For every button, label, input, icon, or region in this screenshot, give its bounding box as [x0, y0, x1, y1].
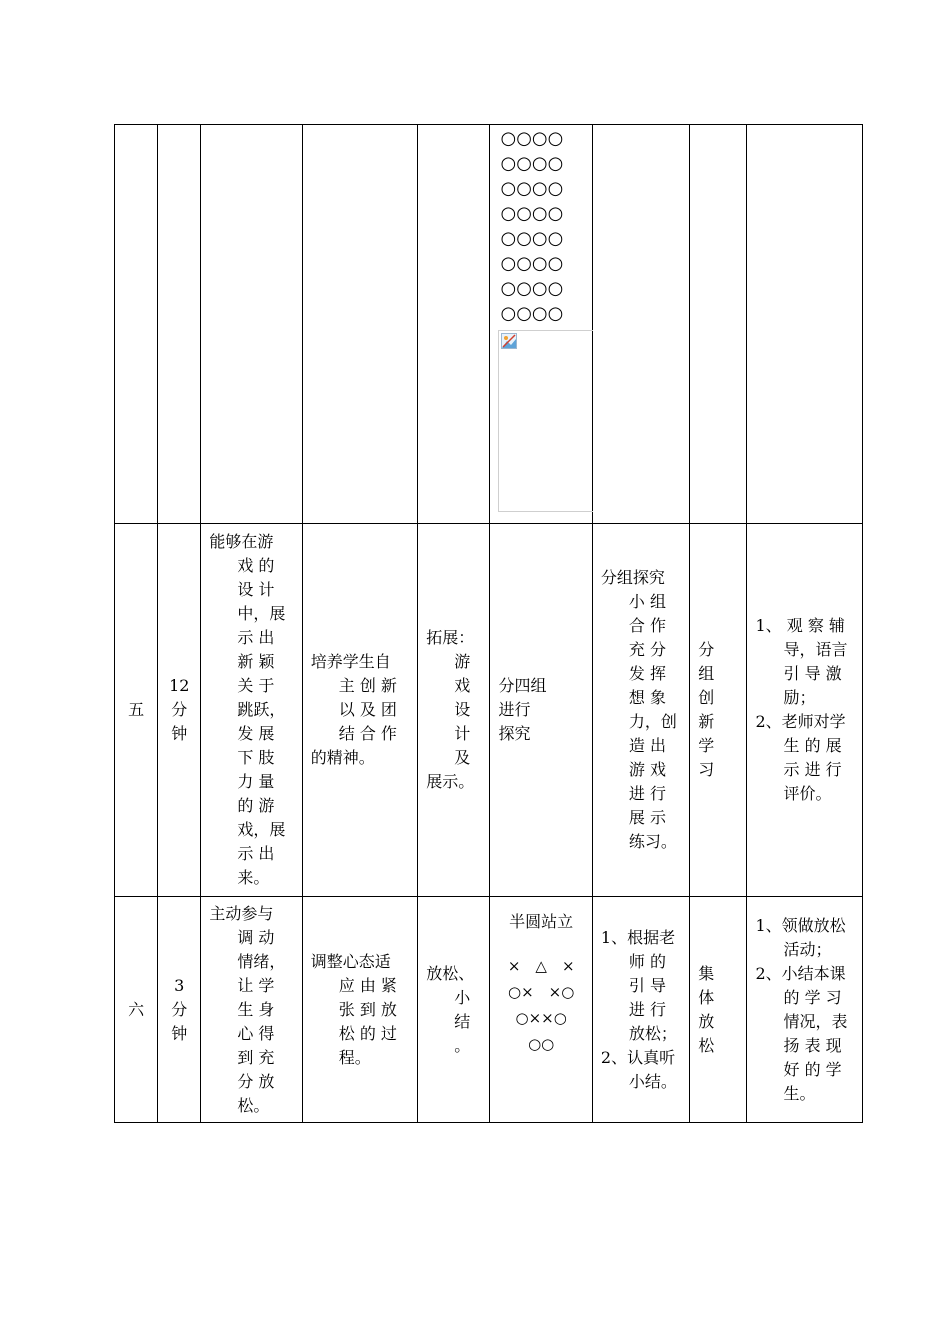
text-line: 习	[698, 760, 715, 779]
text-line: 示 出	[237, 628, 275, 647]
text-line: 发 挥	[628, 664, 666, 683]
formation-circles	[490, 126, 591, 326]
text-line: 小 组	[628, 592, 666, 611]
objective-cell	[201, 125, 302, 524]
circle-row: ○○○○	[500, 178, 564, 199]
text-line: 关 于	[237, 676, 275, 695]
text-line: 集	[698, 963, 715, 983]
text-line: 应 由 紧	[338, 975, 397, 995]
text-line: 生。	[783, 1083, 816, 1103]
table-row	[115, 897, 863, 1123]
text-line: 造 出	[628, 736, 666, 755]
formation-line: ○× ×○	[508, 983, 575, 1001]
text-line: 分	[698, 640, 715, 659]
text-line: 想 象	[628, 688, 666, 707]
text-line: 探究	[498, 724, 531, 743]
teacher-guidance-cell	[747, 897, 863, 1123]
text-line: 力，创	[628, 712, 677, 731]
text-line: 戏 的	[237, 556, 275, 575]
text-line: 情况，表	[783, 1011, 848, 1031]
text-line: 的精神。	[310, 748, 375, 767]
text-line: 松 的 过	[338, 1023, 397, 1043]
method-cell	[690, 897, 747, 1123]
duration-line: 12	[169, 676, 190, 695]
table-row	[115, 524, 863, 897]
text-line: 生 的 展	[783, 736, 842, 755]
text-line: 体	[698, 987, 715, 1007]
text-line: 分 放	[237, 1071, 275, 1091]
text-line: 调整心态适	[310, 951, 391, 971]
method-cell	[690, 125, 747, 524]
objective-cell	[201, 897, 302, 1123]
text-line: 引 导	[628, 975, 666, 995]
purpose-cell	[302, 897, 417, 1123]
purpose-cell	[302, 125, 417, 524]
text-line: 评价。	[783, 784, 832, 803]
lesson-plan-table	[114, 124, 863, 1123]
text-line: 设	[454, 700, 471, 719]
text-line: 能够在游	[209, 532, 274, 551]
text-line: 放松；	[628, 1023, 677, 1043]
text-line: 励；	[783, 688, 816, 707]
formation-diagram	[490, 909, 591, 1057]
circle-row: ○○○○	[500, 128, 564, 149]
text-line: 戏，展	[237, 820, 286, 839]
duration-cell	[158, 524, 201, 897]
text-line: 以 及 团	[338, 700, 397, 719]
text-line: 发 展	[237, 724, 275, 743]
text-line: 戏	[454, 676, 471, 695]
duration-cell	[158, 897, 201, 1123]
circle-row: ○○○○	[500, 153, 564, 174]
text-line: 2、老师对学	[755, 712, 846, 731]
text-line: 师 的	[628, 951, 666, 971]
text-line: 游	[454, 652, 471, 671]
text-line: 的 游	[237, 796, 275, 815]
image-placeholder	[498, 330, 593, 512]
duration-line: 分	[171, 999, 188, 1019]
formation-line: ○○	[528, 1035, 555, 1053]
time-cell	[158, 125, 201, 524]
text-line: 下 肢	[237, 748, 275, 767]
text-line: 示 出	[237, 844, 275, 863]
text-line: 进行	[498, 700, 531, 719]
text-line: 及	[454, 748, 471, 767]
text-line: 主动参与	[209, 903, 274, 923]
text-line: 新	[698, 712, 715, 731]
section-number-cell	[115, 125, 158, 524]
text-line: 分组探究	[600, 568, 665, 587]
circle-row: ○○○○	[500, 228, 564, 249]
formation-line: × △ ×	[507, 957, 575, 975]
text-line: 来。	[237, 868, 270, 887]
text-line: 1、根据老	[600, 927, 676, 947]
student-activity-cell	[592, 897, 689, 1123]
table-row	[115, 125, 863, 524]
text-line: 进 行	[628, 784, 666, 803]
method-cell	[690, 524, 747, 897]
text-line: 让 学	[237, 975, 275, 995]
text-line: 引 导 激	[783, 664, 842, 683]
text-line: 。	[454, 1035, 471, 1055]
formation-line: ○××○	[515, 1009, 567, 1027]
circle-row: ○○○○	[500, 278, 564, 299]
text-line: 导，语言	[783, 640, 848, 659]
content-cell	[418, 524, 490, 897]
text-line: 结	[454, 1011, 471, 1031]
text-line: 张 到 放	[338, 999, 397, 1019]
content-cell	[418, 125, 490, 524]
text-line: 程。	[338, 1047, 371, 1067]
text-line: 示 进 行	[783, 760, 842, 779]
teacher-guidance-cell	[747, 125, 863, 524]
student-activity-cell	[592, 524, 689, 897]
objective-cell	[201, 524, 302, 897]
text-line: 调 动	[237, 927, 275, 947]
text-line: 放松、	[426, 963, 475, 983]
text-line: 培养学生自	[310, 652, 391, 671]
section-number: 五	[115, 524, 158, 897]
duration-line: 分	[171, 700, 188, 719]
text-line: 设 计	[237, 580, 275, 599]
text-line: 力 量	[237, 772, 275, 791]
text-line: 松	[698, 1035, 715, 1055]
text-line: 主 创 新	[338, 676, 397, 695]
text-line: 进 行	[628, 999, 666, 1019]
student-activity-cell	[592, 125, 689, 524]
text-line: 计	[454, 724, 471, 743]
text-line: 小结。	[628, 1071, 677, 1091]
text-line: 跳跃，	[237, 700, 286, 719]
organization-cell	[490, 125, 592, 524]
text-line: 小	[454, 987, 471, 1007]
duration-line: 钟	[171, 724, 188, 743]
text-line: 游 戏	[628, 760, 666, 779]
text-line: 放	[698, 1011, 715, 1031]
text-line: 组	[698, 664, 715, 683]
text-line: 学	[698, 736, 715, 755]
duration-line: 3	[174, 975, 185, 995]
circle-row: ○○○○	[500, 253, 564, 274]
text-line: 结 合 作	[338, 724, 397, 743]
text-line: 心 得	[237, 1023, 275, 1043]
text-line: 展示。	[426, 772, 475, 791]
circle-row: ○○○○	[500, 303, 564, 324]
duration-line: 钟	[171, 1023, 188, 1043]
text-line: 分四组	[498, 676, 547, 695]
text-line: 1、领做放松	[755, 915, 846, 935]
text-line: 中，展	[237, 604, 286, 623]
purpose-cell	[302, 524, 417, 897]
text-line: 生 身	[237, 999, 275, 1019]
text-line: 1、 观 察 辅	[755, 616, 845, 635]
text-line: 到 充	[237, 1047, 275, 1067]
content-cell	[418, 897, 490, 1123]
section-number: 六	[115, 897, 158, 1123]
text-line: 创	[698, 688, 715, 707]
text-line: 合 作	[628, 616, 666, 635]
text-line: 2、认真听	[600, 1047, 676, 1067]
organization-cell	[490, 897, 592, 1123]
text-line: 松。	[237, 1095, 270, 1115]
text-line: 情绪，	[237, 951, 286, 971]
text-line: 新 颖	[237, 652, 275, 671]
organization-cell	[490, 524, 592, 897]
text-line: 活动；	[783, 939, 832, 959]
text-line: 的 学 习	[783, 987, 842, 1007]
text-line: 好 的 学	[783, 1059, 842, 1079]
organization-title: 半圆站立	[509, 912, 574, 931]
text-line: 展 示	[628, 808, 666, 827]
text-line: 充 分	[628, 640, 666, 659]
circle-row: ○○○○	[500, 203, 564, 224]
text-line: 扬 表 现	[783, 1035, 842, 1055]
text-line: 2、小结本课	[755, 963, 846, 983]
text-line: 拓展：	[426, 628, 475, 647]
text-line: 练习。	[628, 832, 677, 851]
teacher-guidance-cell	[747, 524, 863, 897]
broken-image-icon	[501, 333, 517, 349]
